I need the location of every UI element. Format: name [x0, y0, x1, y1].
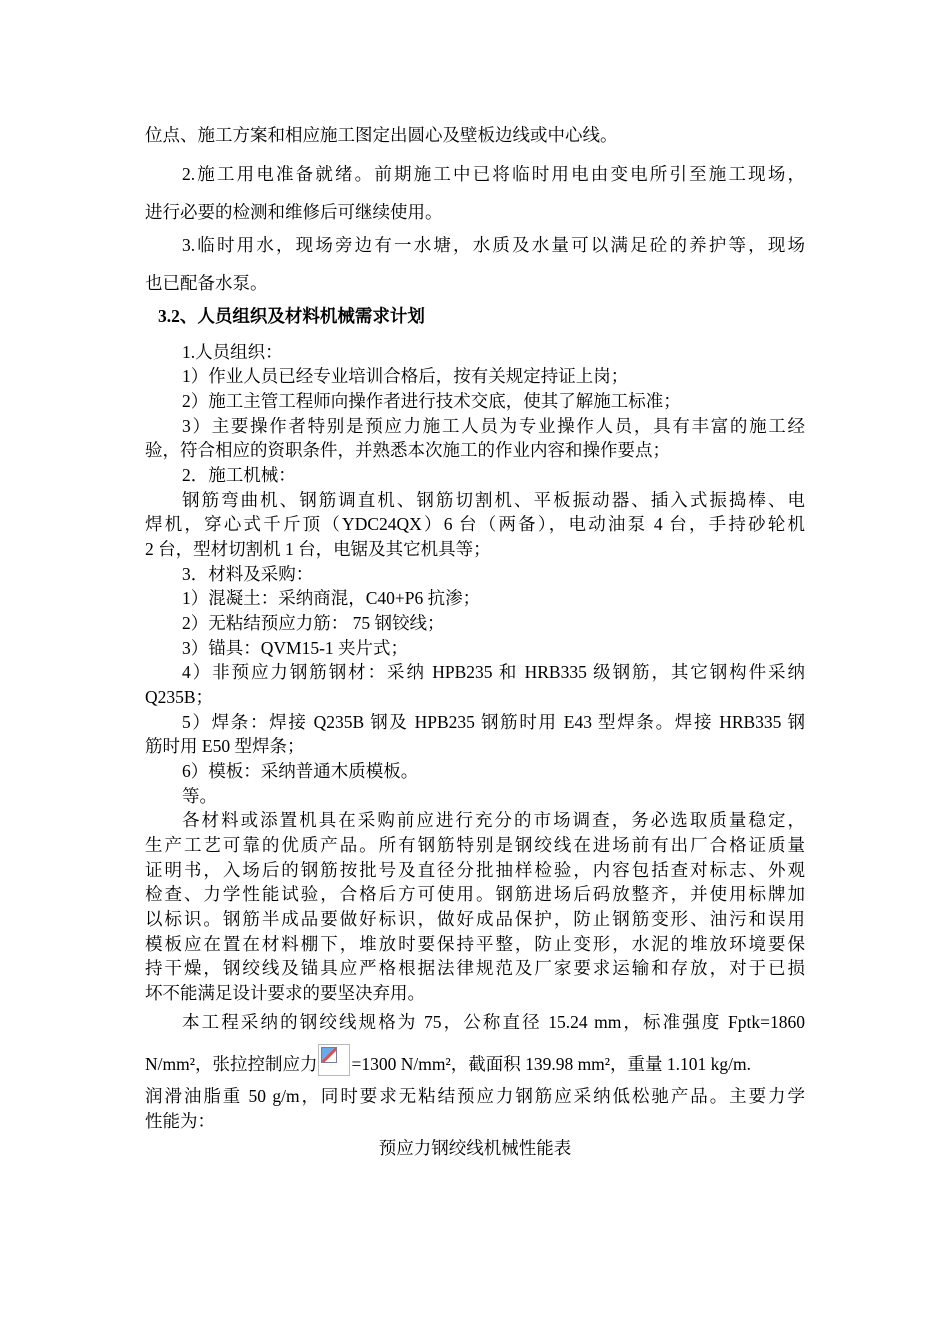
paragraph-line: 焊机，穿心式千斤顶（YDC24QX）6 台（两备），电动油泵 4 台，手持砂轮机 — [145, 514, 805, 534]
paragraph-line: 1）作业人员已经专业培训合格后，按有关规定持证上岗； — [182, 366, 629, 386]
paragraph-line: Q235B； — [145, 687, 214, 707]
paragraph-line: 钢筋弯曲机、钢筋调直机、钢筋切割机、平板振动器、插入式振捣棒、电 — [182, 490, 805, 510]
paragraph-line: 筋时用 E50 型焊条； — [145, 736, 305, 756]
formula-text-before: N/mm²，张拉控制应力 — [145, 1054, 318, 1074]
paragraph-line: 3）锚具：QVM15-1 夹片式； — [182, 638, 409, 658]
paragraph-line: 性能为： — [145, 1111, 215, 1131]
paragraph-line: 润滑油脂重 50 g/m，同时要求无粘结预应力钢筋应采纳低松驰产品。主要力学 — [145, 1086, 805, 1106]
paragraph-line: 模板应在置在材料棚下，堆放时要保持平整，防止变形，水泥的堆放环境要保 — [145, 934, 805, 954]
paragraph-line: 3.临时用水，现场旁边有一水塘，水质及水量可以满足砼的养护等，现场 — [182, 235, 805, 255]
table-caption: 预应力钢绞线机械性能表 — [378, 1138, 572, 1158]
paragraph-line: 检查、力学性能试验，合格后方可使用。钢筋进场后码放整齐，并使用标牌加 — [145, 884, 805, 904]
paragraph-line: 生产工艺可靠的优质产品。所有钢筋特别是钢绞线在进场前有出厂合格证质量 — [145, 835, 805, 855]
paragraph-line: 3）主要操作者特别是预应力施工人员为专业操作人员，具有丰富的施工经 — [182, 416, 805, 436]
paragraph-line: 2．施工机械： — [182, 465, 296, 485]
paragraph-line: 2 台，型材切割机 1 台，电锯及其它机具等； — [145, 539, 491, 559]
paragraph-line: 2.施工用电准备就绪。前期施工中已将临时用电由变电所引至施工现场， — [182, 164, 805, 184]
sigma-con-image-icon — [318, 1044, 350, 1076]
formula-text-after: =1300 N/mm²，截面积 139.98 mm²，重量 1.101 kg/m. — [351, 1054, 752, 1074]
paragraph-line: 2）无粘结预应力筋： 75 钢铰线； — [182, 613, 445, 633]
paragraph-line: 等。 — [182, 786, 217, 806]
paragraph-line: 持干燥，钢绞线及锚具应严格根据法律规范及厂家要求运输和存放，对于已损 — [145, 958, 805, 978]
paragraph-line: 以标识。钢筋半成品要做好标识，做好成品保护，防止钢筋变形、油污和误用 — [145, 909, 805, 929]
paragraph-line: 坏不能满足设计要求的要坚决弃用。 — [145, 983, 425, 1003]
paragraph-line: 2）施工主管工程师向操作者进行技术交底，使其了解施工标准； — [182, 391, 681, 411]
paragraph-line: 3．材料及采购： — [182, 564, 314, 584]
paragraph-line: 1.人员组织： — [182, 342, 283, 362]
paragraph-line: 证明书，入场后的钢筋按批号及直径分批抽样检验，内容包括查对标志、外观 — [145, 860, 805, 880]
paragraph-line: 各材料或添置机具在采购前应进行充分的市场调查，务必选取质量稳定， — [182, 810, 805, 830]
paragraph-line: 进行必要的检测和维修后可继续使用。 — [145, 202, 443, 222]
paragraph-line: 验，符合相应的资职条件，并熟悉本次施工的作业内容和操作要点； — [145, 440, 670, 460]
formula-line — [145, 1044, 805, 1074]
paragraph-line: 也已配备水泵。 — [145, 273, 268, 293]
paragraph-line: 6）模板：采纳普通木质模板。 — [182, 761, 419, 781]
paragraph-line: 4）非预应力钢筋钢材：采纳 HPB235 和 HRB335 级钢筋，其它钢构件采纳 — [182, 662, 805, 682]
paragraph-line: 位点、施工方案和相应施工图定出圆心及壁板边线或中心线。 — [145, 125, 618, 145]
paragraph-line: 1）混凝土：采纳商混，C40+P6 抗渗； — [182, 588, 481, 608]
paragraph-line: 5）焊条：焊接 Q235B 钢及 HPB235 钢筋时用 E43 型焊条。焊接 HRB335 钢 — [182, 712, 805, 732]
paragraph-line: 本工程采纳的钢绞线规格为 75，公称直径 15.24 mm，标准强度 Fptk=1860 — [182, 1012, 805, 1032]
section-heading: 3.2、人员组织及材料机械需求计划 — [158, 306, 425, 326]
